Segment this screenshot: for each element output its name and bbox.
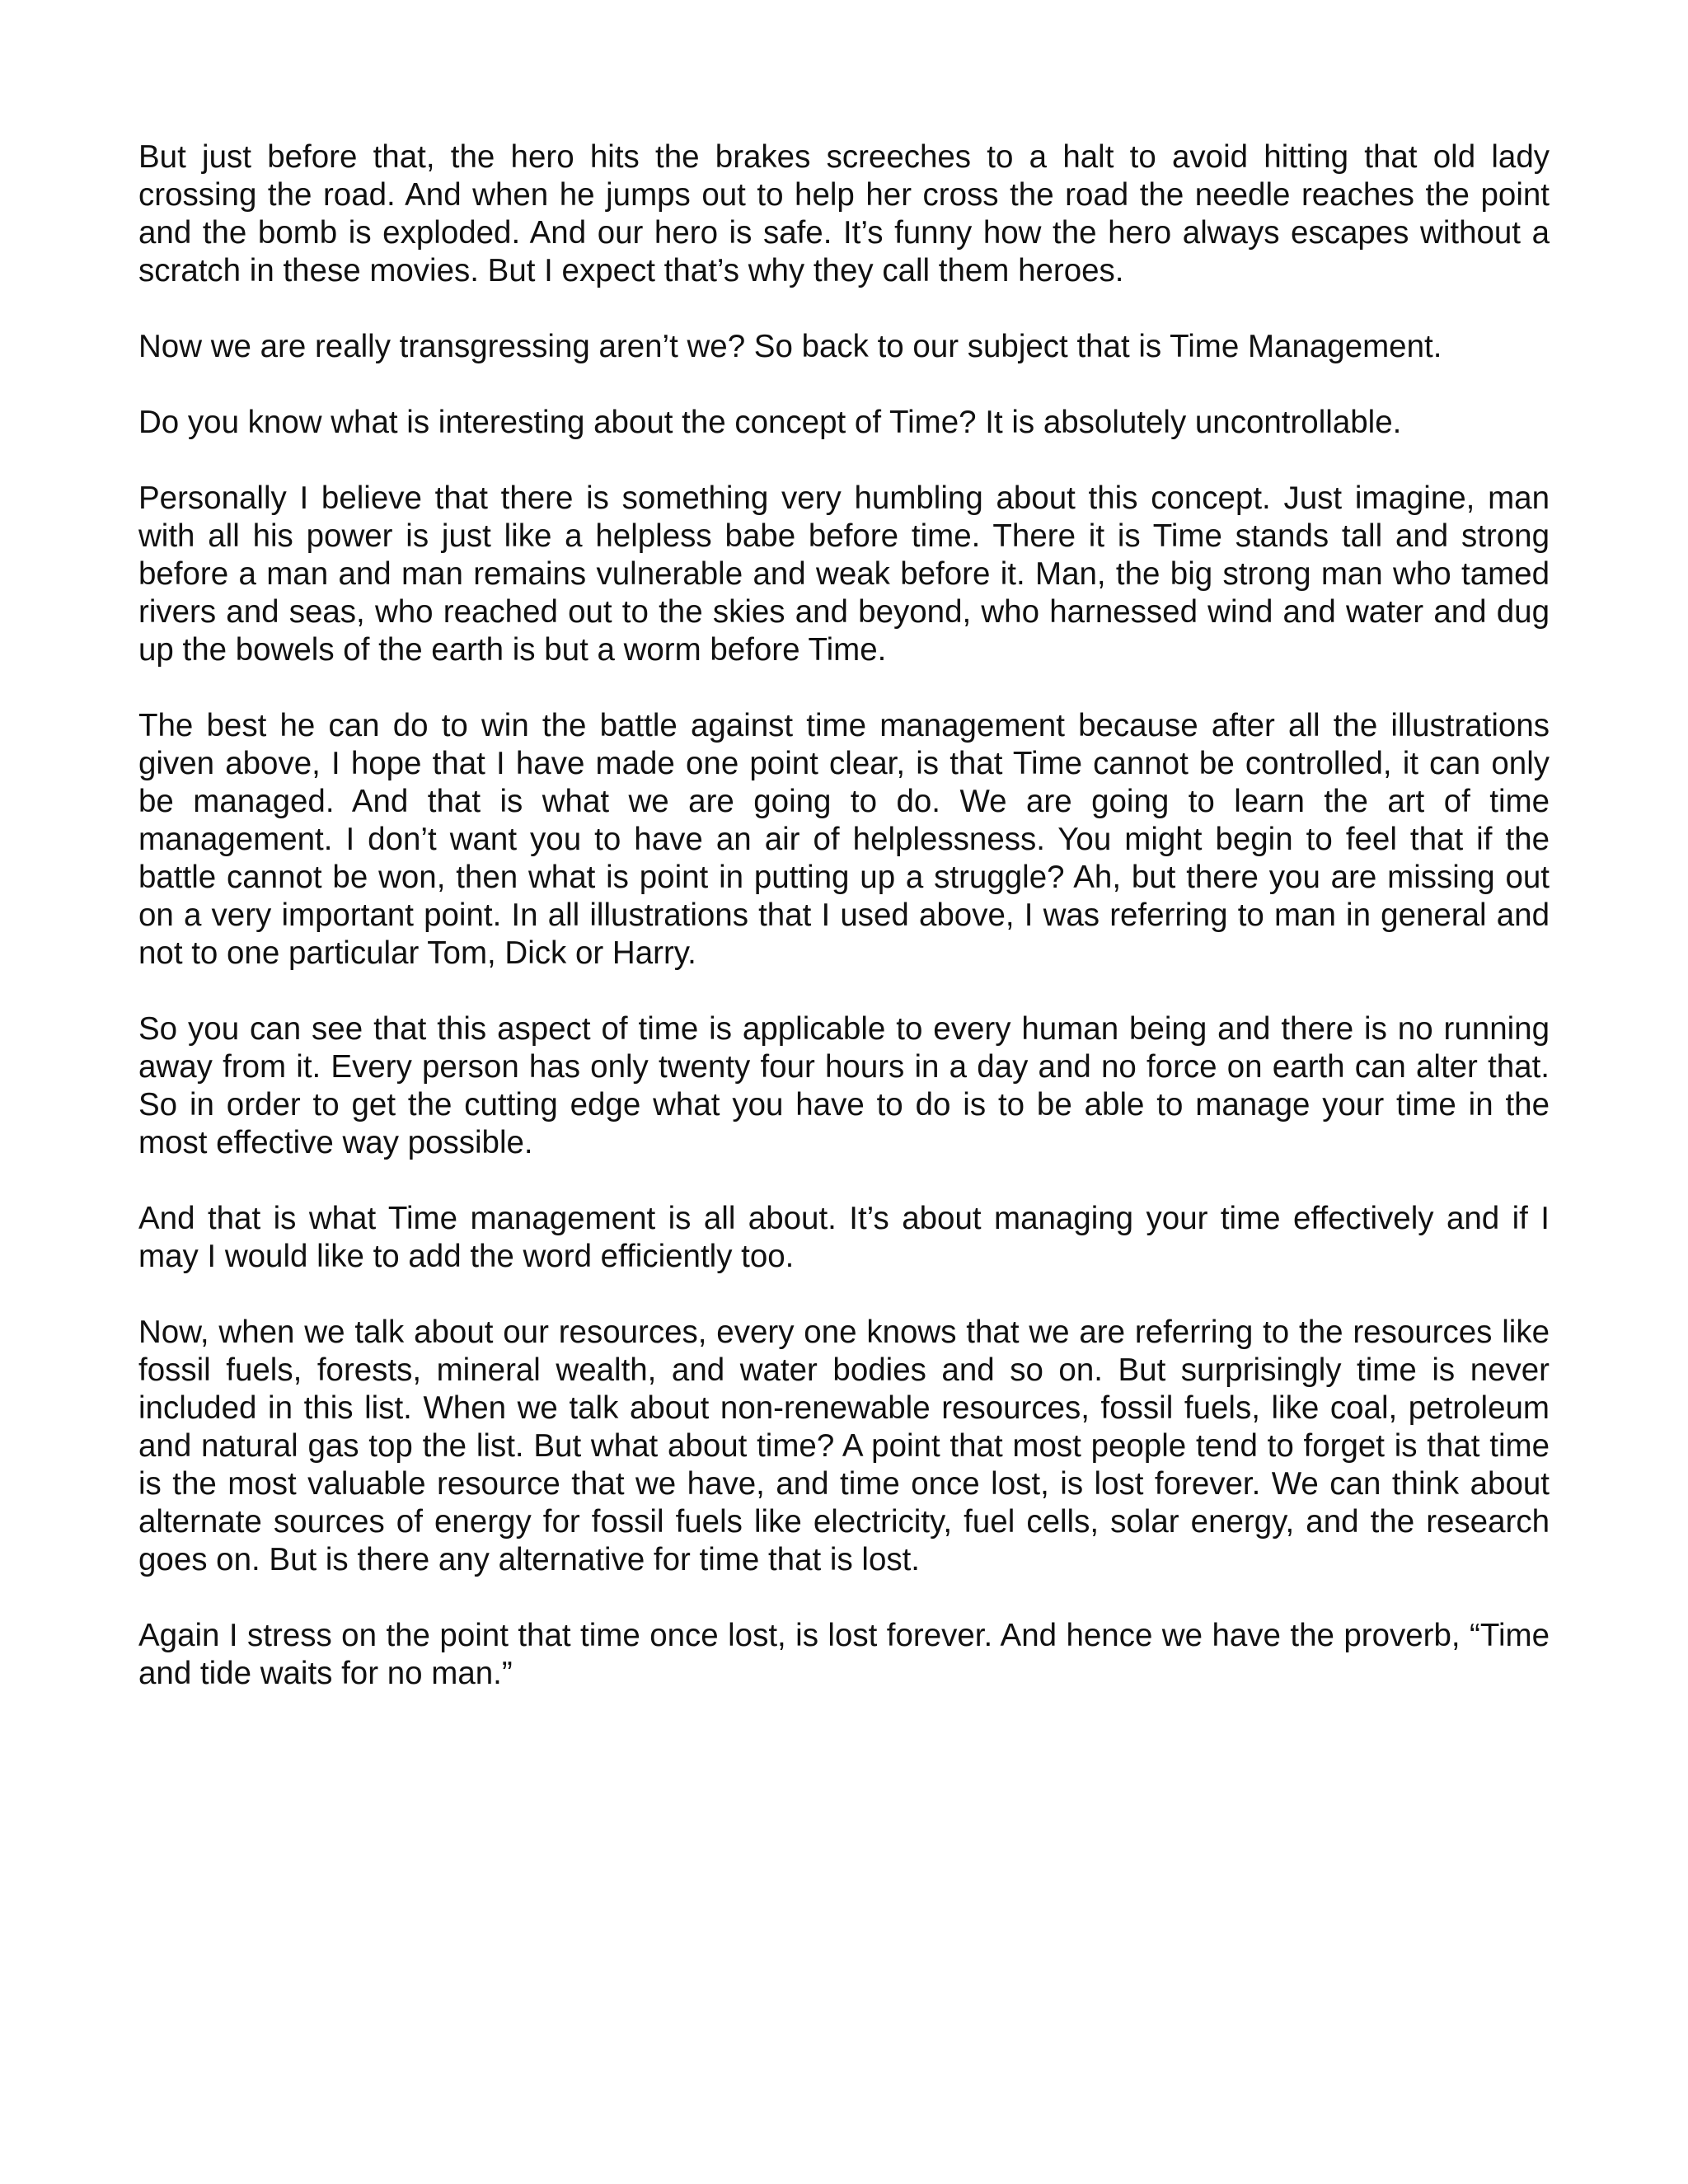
paragraph-time-management-about: And that is what Time management is all about. It’s about managing your time effectively and if I may I would like to add the word efficiently too.: [138, 1201, 1550, 1274]
paragraph-time-and-tide: Again I stress on the point that time once lost, is lost forever. And hence we have the proverb, “Time and tide waits for no man.”: [138, 1618, 1550, 1691]
paragraph-resources: Now, when we talk about our resources, every one knows that we are referring to the resources like fossil fuels, forests, mineral wealth, and water bodies and so on. But surprisingly time is never included in this list. When we talk about non-renewable resources, fossil fuels, like coal, petroleum and natural gas top the list. But what about time? A point that most people tend to forget is that time is the most valuable resource that we have, and time once lost, is lost forever. We can think about alternate sources of energy for fossil fuels like electricity, fuel cells, solar energy, and the research goes on. But is there any alternative for time that is lost.: [138, 1315, 1550, 1577]
paragraph-concept-of-time: Do you know what is interesting about the concept of Time? It is absolutely uncontrollable.: [138, 405, 1402, 440]
paragraph-hero-escape: But just before that, the hero hits the brakes screeches to a halt to avoid hitting that old lady crossing the road. And when he jumps out to help her cross the road the needle reaches the point and the bomb is exploded. And our hero is safe. It’s funny how the hero always escapes without a scratch in these movies. But I expect that’s why they call them heroes.: [138, 139, 1550, 288]
paragraph-transgressing: Now we are really transgressing aren’t we? So back to our subject that is Time Management.: [138, 329, 1442, 364]
paragraph-humbling-concept: Personally I believe that there is something very humbling about this concept. Just imagine, man with all his power is just like a helpless babe before time. There it is Time stands tall and strong before a man and man remains vulnerable and weak before it. Man, the big strong man who tamed rivers and seas, who reached out to the skies and beyond, who harnessed wind and water and dug up the bowels of the earth is but a worm before Time.: [138, 480, 1550, 668]
paragraph-battle-against-time: The best he can do to win the battle against time management because after all the illustrations given above, I hope that I have made one point clear, is that Time cannot be controlled, it can only be managed. And that is what we are going to do. We are going to learn the art of time management. I don’t want you to have an air of helplessness. You might begin to feel that if the battle cannot be won, then what is point in putting up a struggle? Ah, but there you are missing out on a very important point. In all illustrations that I used above, I was referring to man in general and not to one particular Tom, Dick or Harry.: [138, 708, 1550, 971]
document-page: [138, 138, 1550, 1693]
paragraph-twenty-four-hours: So you can see that this aspect of time is applicable to every human being and there is no running away from it. Every person has only twenty four hours in a day and no force on earth can alter that. So in order to get the cutting edge what you have to do is to be able to manage your time in the most effective way possible.: [138, 1011, 1550, 1160]
